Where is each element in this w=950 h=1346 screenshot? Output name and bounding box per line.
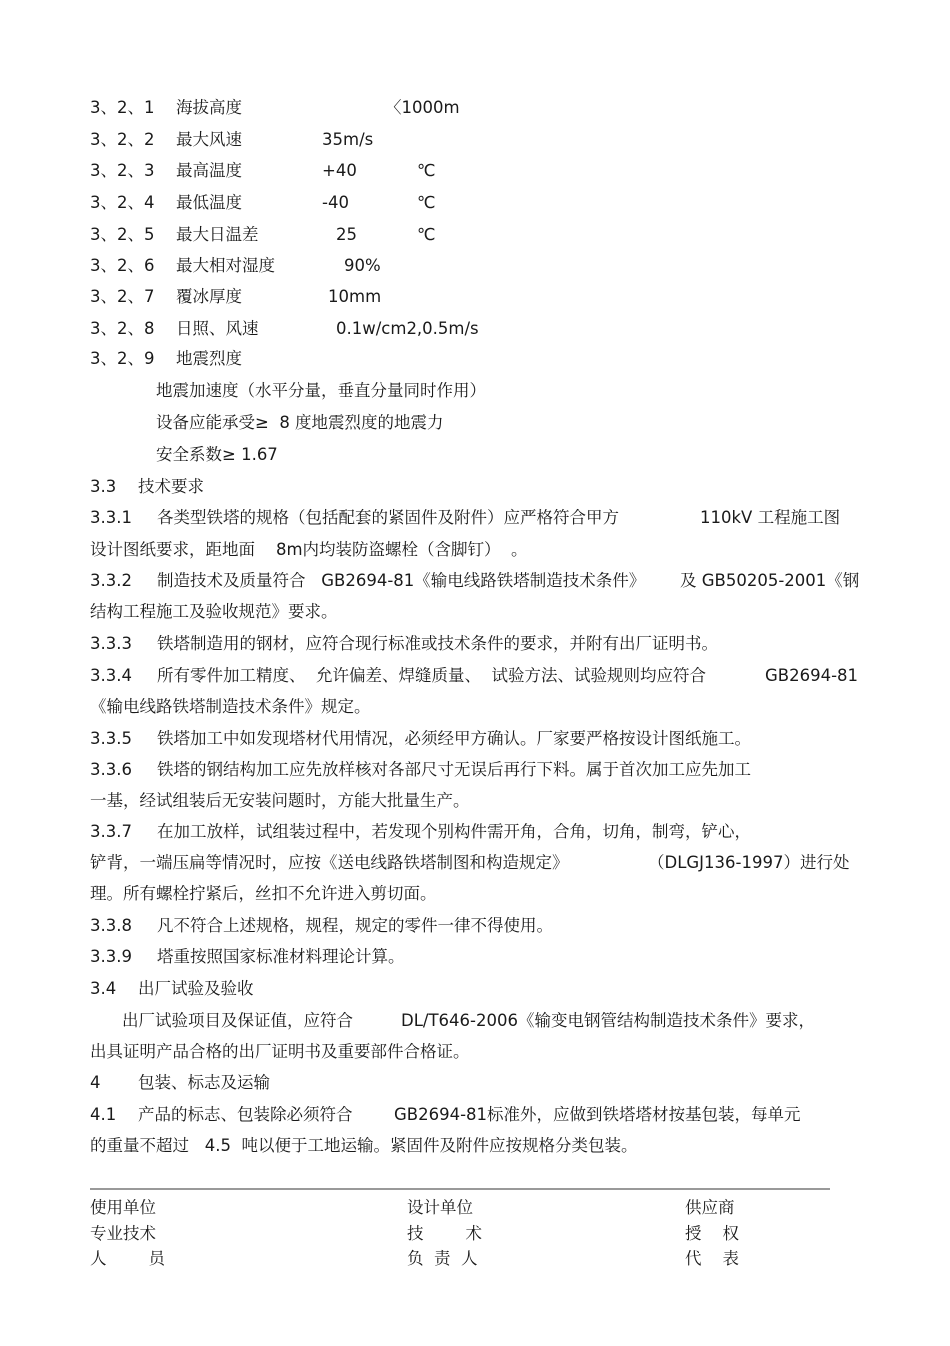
env-label: 最大日温差 [176, 225, 259, 244]
signature-label: 代 表 [685, 1249, 739, 1268]
env-value: 35m/s [322, 130, 374, 149]
env-num: 3、2、4 [90, 193, 155, 212]
env-value: 〈1000m [385, 98, 460, 117]
item-text: 在加工放样，试组装过程中，若发现个别构件需开角，合角，切角，制弯，铲心， [157, 822, 751, 841]
env-num: 3、2、9 [90, 349, 155, 368]
item-number: 3.3.7 [90, 822, 132, 841]
item-number: 4.1 [90, 1105, 117, 1124]
env-label: 海拔高度 [176, 98, 242, 117]
item-number: 3.3.9 [90, 947, 132, 966]
item-text: 结构工程施工及验收规范》要求。 [90, 602, 338, 621]
env-value: +40 [322, 161, 357, 180]
section-title: 包装、标志及运输 [138, 1073, 270, 1092]
env-value: 10mm [328, 287, 382, 306]
item-text: 铲背，一端压扁等情况时，应按《送电线路铁塔制图和构造规定》 [90, 853, 569, 872]
env-num: 3、2、8 [90, 319, 155, 338]
section-title: 技术要求 [138, 477, 204, 496]
env-value: 0.1w/cm2,0.5m/s [336, 319, 479, 338]
item-text: 《输电线路铁塔制造技术条件》规定。 [90, 697, 371, 716]
env-num: 3、2、7 [90, 287, 155, 306]
env-num: 3、2、3 [90, 161, 155, 180]
item-text: 设计图纸要求，距地面 8m内均装防盗螺栓（含脚钉） 。 [90, 540, 528, 559]
env-num: 3、2、6 [90, 256, 155, 275]
item-text: 110kV 工程施工图 [700, 508, 841, 527]
item-text: 制造技术及质量符合 GB2694-81《输电线路铁塔制造技术条件》 [157, 571, 646, 590]
item-number: 3.3.8 [90, 916, 132, 935]
item-text: 的重量不超过 4.5 吨以便于工地运输。紧固件及附件应按规格分类包装。 [90, 1136, 638, 1155]
signature-label: 供应商 [685, 1198, 735, 1217]
item-text: 凡不符合上述规格，规程，规定的零件一律不得使用。 [157, 916, 553, 935]
signature-label: 专业技术 [90, 1224, 156, 1243]
item-text: （DLGJ136-1997）进行处 [648, 853, 850, 872]
paragraph-text: 出厂试验项目及保证值，应符合 [122, 1011, 353, 1030]
seismic-line: 设备应能承受≥ 8 度地震烈度的地震力 [156, 413, 444, 432]
paragraph-text: 出具证明产品合格的出厂证明书及重要部件合格证。 [90, 1042, 470, 1061]
item-number: 3.3.6 [90, 760, 132, 779]
item-number: 3.3.4 [90, 666, 132, 685]
item-number: 3.3.5 [90, 729, 132, 748]
signature-label: 技 术 [407, 1224, 482, 1243]
env-label: 地震烈度 [176, 349, 242, 368]
seismic-line: 安全系数≥ 1.67 [156, 445, 278, 464]
env-unit: ℃ [417, 161, 436, 180]
env-label: 最大相对湿度 [176, 256, 275, 275]
section-number: 3.4 [90, 979, 117, 998]
signature-label: 使用单位 [90, 1198, 156, 1217]
paragraph-text: DL/T646-2006《输变电钢管结构制造技术条件》要求， [401, 1011, 815, 1030]
section-title: 出厂试验及验收 [138, 979, 254, 998]
env-row [90, 98, 155, 118]
signature-divider [90, 1188, 830, 1190]
item-text: 各类型铁塔的规格（包括配套的紧固件及附件）应严格符合甲方 [157, 508, 619, 527]
env-num: 3、2、5 [90, 225, 155, 244]
item-text: 理。所有螺栓拧紧后，丝扣不允许进入剪切面。 [90, 884, 437, 903]
signature-label: 授 权 [685, 1224, 739, 1243]
env-unit: ℃ [417, 225, 436, 244]
item-text: 所有零件加工精度、 允许偏差、焊缝质量、 试验方法、试验规则均应符合 [157, 666, 706, 685]
seismic-line: 地震加速度（水平分量，垂直分量同时作用） [156, 381, 486, 400]
env-label: 最低温度 [176, 193, 242, 212]
env-label: 覆冰厚度 [176, 287, 242, 306]
item-text: GB2694-81 [765, 666, 859, 685]
env-label: 日照、风速 [176, 319, 259, 338]
section-number: 3.3 [90, 477, 117, 496]
env-label: 最大风速 [176, 130, 242, 149]
signature-label: 负 责 人 [407, 1249, 478, 1268]
item-text: 铁塔的钢结构加工应先放样核对各部尺寸无误后再行下料。属于首次加工应先加工 [157, 760, 751, 779]
signature-label: 人 员 [90, 1249, 165, 1268]
env-num: 3、2、1 [90, 98, 155, 117]
section-number: 4 [90, 1073, 101, 1092]
env-label: 最高温度 [176, 161, 242, 180]
signature-label: 设计单位 [407, 1198, 473, 1217]
env-value: 25 [336, 225, 357, 244]
env-value: 90% [344, 256, 381, 275]
item-number: 3.3.3 [90, 634, 132, 653]
env-value: -40 [322, 193, 349, 212]
item-text: 及 GB50205-2001《钢 [680, 571, 860, 590]
env-unit: ℃ [417, 193, 436, 212]
item-text: 一基，经试组装后无安装问题时，方能大批量生产。 [90, 791, 470, 810]
item-text: 铁塔加工中如发现塔材代用情况，必须经甲方确认。厂家要严格按设计图纸施工。 [157, 729, 751, 748]
item-number: 3.3.2 [90, 571, 132, 590]
item-number: 3.3.1 [90, 508, 132, 527]
item-text: 铁塔制造用的钢材，应符合现行标准或技术条件的要求，并附有出厂证明书。 [157, 634, 718, 653]
item-text: 塔重按照国家标准材料理论计算。 [157, 947, 405, 966]
env-num: 3、2、2 [90, 130, 155, 149]
item-text: GB2694-81标准外，应做到铁塔塔材按基包装，每单元 [394, 1105, 801, 1124]
item-text: 产品的标志、包装除必须符合 [138, 1105, 353, 1124]
